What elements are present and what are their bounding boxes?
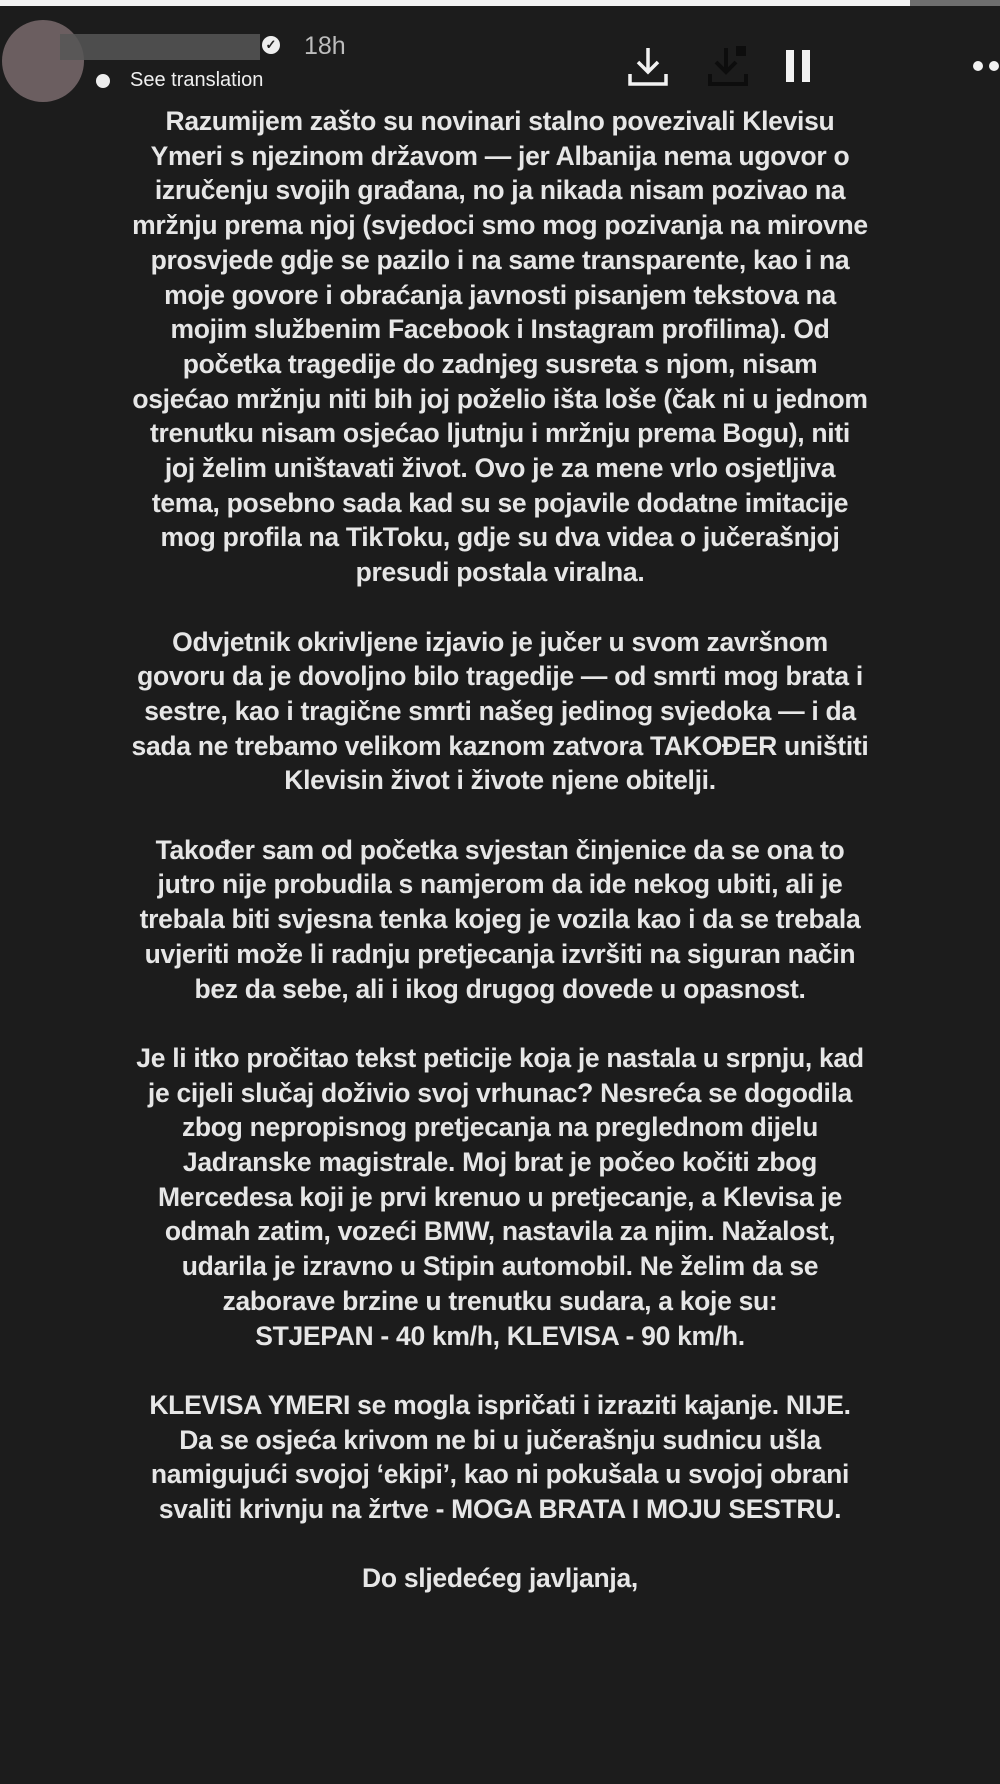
text-line: govoru da je dovoljno bilo tragedije — od smrti mog brata i [137,661,863,692]
text-line: Klevisin život i živote njene obitelji. [284,765,716,796]
story-progress-fill [0,0,910,6]
see-translation-label: See translation [130,69,264,91]
text-line: uvjeriti može li radnju pretjecanja izvršiti na siguran način [144,938,856,969]
text-line: zaborave brzine u trenutku sudara, a koje su: [222,1285,778,1316]
paragraph-gap [0,590,1000,625]
text-line: Da se osjeća krivom ne bi u jučerašnju sudnicu ušla [179,1424,821,1455]
text-line: Razumijem zašto su novinari stalno povezivali Klevisu [165,106,835,136]
pause-icon[interactable] [776,44,820,88]
text-line: odmah zatim, vozeći BMW, nastavila za njim. Nažalost, [164,1216,836,1247]
text-line: izručenju svojih građana, no ja nikada nisam pozivao na [154,175,846,206]
text-line: Mercedesa koji je prvi krenuo u pretjecanje, a Klevisa je [158,1181,842,1212]
text-line: mojim službenim Facebook i Instagram profilima). Od [170,314,830,345]
text-line: Ymeri s njezinom državom — jer Albanija nema ugovor o [150,140,850,171]
story-progress-bar [0,0,1000,6]
paragraph-gap [0,1353,1000,1388]
text-line: jutro nije probudila s namjerom da ide nekog ubiti, ali je [157,869,843,900]
paragraph-gap [0,1006,1000,1041]
verified-badge-icon: ✓ [262,36,280,54]
see-translation-button[interactable] [96,68,263,92]
avatar[interactable] [2,20,84,102]
text-line: sada ne trebamo velikom kaznom zatvora TAKOĐER uništiti [131,730,869,761]
text-line: osjećao mržnju niti bih joj poželio išta loše (čak ni u jednom [132,383,868,414]
text-line: trenutku nisam osjećao ljutnju i mržnju prema Bogu), niti [150,418,850,449]
post-time: 18h [304,32,346,60]
text-line: Je li itko pročitao tekst peticije koja je nastala u srpnju, kad [136,1042,864,1073]
story-text [0,104,1000,1596]
text-line: mržnju prema njoj (svjedoci smo mog pozivanja na mirovne [132,210,868,241]
text-line: udarila je izravno u Stipin automobil. Ne želim da se [181,1251,819,1282]
text-line: mog profila na TikToku, gdje su dva videa o jučerašnjoj [160,522,840,553]
paragraph-gap [0,1527,1000,1562]
text-line: sestre, kao i tragične smrti našeg jedinog svjedoka — i da [144,695,856,726]
text-line: Odvjetnik okrivljene izjavio je jučer u svom završnom [172,626,828,657]
text-line: tema, posebno sada kad su se pojavile dodatne imitacije [151,487,849,518]
text-line: početka tragedije do zadnjeg susreta s njom, nisam [182,348,818,379]
text-line: presudi postala viralna. [355,557,645,588]
text-line: prosvjede gdje se pazilo i na same transparente, kao i na [150,244,850,275]
text-line: svaliti krivnju na žrtve - MOGA BRATA I MOJU SESTRU. [158,1494,842,1525]
text-line: Jadranske magistrale. Moj brat je počeo kočiti zbog [182,1147,818,1178]
text-line: Također sam od početka svjestan činjenice da se ona to [155,834,845,865]
text-line: joj želim uništavati život. Ovo je za mene vrlo osjetljiva [164,453,836,484]
text-line: zbog nepropisnog pretjecanja na preglednom dijelu [181,1112,819,1143]
text-line: bez da sebe, ali i ikog drugog dovede u opasnost. [194,973,806,1004]
text-line: KLEVISA YMERI se mogla ispričati i izraziti kajanje. NIJE. [149,1389,851,1420]
text-line: namigujući svojoj ‘ekipi’, kao ni pokušala u svojoj obrani [150,1459,850,1490]
save-icon[interactable] [706,44,750,88]
more-options-icon[interactable] [962,44,1000,88]
text-line: je cijeli slučaj doživio svoj vrhunac? Nesreća se dogodila [147,1077,853,1108]
text-line: moje govore i obraćanja javnosti pisanjem tekstova na [164,279,836,310]
text-line: trebala biti svjesna tenka kojeg je vozila kao i da se trebala [139,904,861,935]
text-line: STJEPAN - 40 km/h, KLEVISA - 90 km/h. [255,1320,745,1351]
text-line: Do sljedećeg javljanja, [362,1563,638,1594]
paragraph-gap [0,798,1000,833]
translate-icon [96,74,110,88]
username-redacted[interactable] [60,34,260,60]
download-icon[interactable] [626,44,670,88]
